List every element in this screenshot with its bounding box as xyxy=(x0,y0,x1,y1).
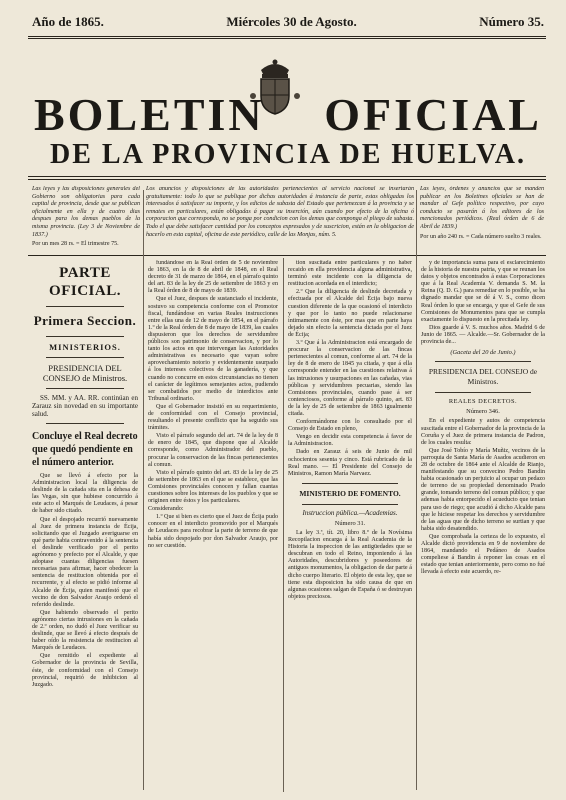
column-separator xyxy=(143,190,144,790)
divider xyxy=(46,388,124,389)
paragraph: tion suscitada entre particulares y no haber recaido en ella providencia alguna administrativa, terminó este incidente con la diligencia de restitucion acordada en el interdicto; xyxy=(288,260,412,288)
divider xyxy=(46,306,124,307)
divider xyxy=(302,504,398,505)
column-1 xyxy=(32,260,138,792)
paragraph: La ley 3.ª, tít. 20, libro 8.º de la Novísima Recopilacion encarga á la Real Academia de la Historia la inspeccion de las antigüedades que se descubran en todo el Reino, imponiendo á las Autoridades, descubridores y poseedores de antiguos monumentos, la obligacion de dar parte á dicho cuerpo literario. El objeto de esta ley, que se tiene esta disposicion ha sido causa de que en algunas ocasiones salgan de España ó se destruyan objetos preciosos. xyxy=(288,530,412,600)
considering-label: Considerando: xyxy=(148,506,184,513)
paragraph: Que el despojado recurrió nuevamente al Juez de primera instancia de Écija, solicitando que el Juzgado averiguarse en qué parte habia contravenido á la sentencia el deslinde verificado por el perito agrónomo y prefecto por el Alcalde, y que adoptase cuantas diligencias fuesen necesarias para afirmar, hacer obedecer la sentencia de restitucion obtenida por el recurrente, y al efecto se pidió informe al Alcalde de Écija, quien manifestó que el vecino de don Salvador Araujo ordenó el referido deslinde. xyxy=(32,516,138,608)
part-heading: PARTE OFICIAL. xyxy=(49,265,121,299)
paragraph: Que comprobada la certeza de lo expuesto, el Alcalde dictó providencia en 9 de noviembre de 1864, mandando el Pedáneo de Asados compeliese á Bandin á reponer las cosas en el estado que tenian anteriormente, pero como no fué llevada á efecto este acuerdo, re- xyxy=(421,533,545,576)
masthead-topline xyxy=(32,14,544,32)
top-rule-2 xyxy=(28,38,546,39)
column-separator xyxy=(283,258,284,792)
intro-center-text: Los anuncios y disposiciones de las autoridades pertenecientes al servicio nacional se insertarán gratuitamente: todo lo que se publique por dichas autoridades á instancia de parte, estas obligadas los interesados á satisfacer su importe, y los edictos de subasta del Estado que pertenezcan á la provincia y se remates en particulares, están obligadas á pagar su inserción, aún cuando por efecto de la oficina ó corporacion que corresponda, no se ponga por condicion con los demas que componga el pliego de subasta. Todo el que debe satisfacer cantidad por los conceptos expresados y de suscricion, están en la obligacion de hacerlo en esta capital, oficina de este periódico, calle de las Monjas, núm. 5. xyxy=(146,186,414,238)
presidency-heading: PRESIDENCIA DEL CONSEJO de Ministros. xyxy=(428,367,538,387)
paragraph: En el expediente y autos de competencia suscitada entre el Gobernador de la provincia de la Coruña y el Juez de primera instancia de Padron, de los cuales resulta: xyxy=(421,418,545,446)
intro-right xyxy=(420,186,544,241)
paragraph: Que remitido el expediente al Gobernador de la provincia de Sevilla, éste, de conformidad con el Consejo provincial, requirió de inhibicion al Juzgado. xyxy=(32,653,138,688)
issue-number: Número 35. xyxy=(479,14,544,29)
masthead-rule-2 xyxy=(28,179,546,180)
paragraph: Dios guarde á V. S. muchos años. Madrid 6 de Junio de 1865. — Alcalde.—Sr. Gobernador de la provincia de... xyxy=(421,324,545,346)
ministries-heading: MINISTERIOS. xyxy=(49,342,121,352)
title-oficial: OFICIAL xyxy=(324,89,542,140)
intro-right-text: Las leyes, órdenes y anuncios que se manden publicar en los Boletines oficiales se han de mandar al Gefe político respectivo, por cuyo conducto se pasarán á los editores de los mencionados periódicos. (Real órden de 6 de Abril de 1839.) xyxy=(420,186,544,230)
intro-left xyxy=(32,186,140,249)
column-2 xyxy=(148,260,278,792)
column-3 xyxy=(288,260,412,792)
divider xyxy=(46,336,124,337)
paragraph: Que el Gobernador insistió en su requerimiento, de conformidad con el Consejo provincial, resultando el presente conflicto que ha seguido sus trámites. xyxy=(148,403,278,432)
item-number: Número 346. xyxy=(466,408,500,416)
intro-left-price: Por un mes 28 rs. = El trimestre 75. xyxy=(32,241,119,248)
royal-health-paragraph: SS. MM. y AA. RR. continúan en Zarauz sin novedad en su importante salud. xyxy=(32,394,138,418)
column-4 xyxy=(421,260,545,792)
divider xyxy=(46,357,124,358)
divider xyxy=(435,392,531,393)
gazette-reference: (Gaceta del 20 de Junio.) xyxy=(450,349,516,357)
paragraph: Que el Juez, despues de sustanciado el incidente, sostuvo su competencia conforme con el Promotor fiscal, fundándose en varias Reales instrucciones entre ellas una de 12 de mayo de 1854, en el párrafo 1.º de la Real órden de 8 de mayo de 1839, las cuales dispusieron que los derechos de servidumbre públicos son patrimonio de conservacion, y por lo tanto los actos en que intervengan las Autoridades administrativas es necesario que vayan sobre aprovechamiento notorio y evidentemente usurpado á los intereses colectivos de la ganadería, y que cuando no concurre en estos circunstancias no tienen el carácter de legítimos semejantes actos, pudiendo ser combatidos por medio de interdictos ante Tribunal ordinario. xyxy=(148,296,278,402)
paragraph: Visto el párrafo segundo del art. 74 de la ley de 8 de enero de 1845, que dispone que al Alcalde corresponde, como Administrador del pueblo, procurar la conservacion de las fincas pertenecientes al comun. xyxy=(148,433,278,468)
divider xyxy=(46,423,124,424)
masthead-title xyxy=(34,89,542,140)
paragraph: Visto el párrafo quinto del art. 83 de la ley de 25 de setiembre de 1863 en el que se establece, que las Comisiones provinciales conocen y fallan cuantas cuestiones sobre los intereses de los pueblos y que se originen entre éstos y los particulares. xyxy=(148,469,278,505)
decree-headline: Concluye el Real decreto que quedó pendiente en el número anterior. xyxy=(32,431,138,468)
divider xyxy=(435,361,531,362)
paragraph: Que habiendo observado el perito agrónomo ciertas intrusiones en la cañada de 2.º orden, no dudó el Juez verificar su deslinde, que se llevó á efecto después de haber oído la resistencia de restitucion al Marqués de Leudaces. xyxy=(32,609,138,652)
issue-year: Año de 1865. xyxy=(32,14,104,29)
section-heading: Primera Seccion. xyxy=(33,313,137,328)
column-separator xyxy=(416,190,417,790)
signature-paragraph: Dado en Zarauz á seis de Junio de mil ochocientos sesenta y cinco. Está rubricado de la Real mano. — El Presidente del Consejo de Ministros, Ramon María Narvaez. xyxy=(288,449,412,477)
instruction-heading: Instruccion pública.—Academias. xyxy=(302,508,398,517)
top-rule xyxy=(28,36,546,37)
intro-center xyxy=(146,186,414,239)
issue-date: Miércoles 30 de Agosto. xyxy=(226,14,357,29)
paragraph: Que José Tobío y María Muñiz, vecinos de la parroquia de Santa María de Asados acudieron en 28 de octubre de 1864 ante el Alcalde de Rianjo, manifestando que su convecino Pedro Bandin habia ocasionado un perjuicio al ocupar un pedazo de terreno de su propiedad denominado Prado grande, tomando terreno del comun público; y que ademas habia entorpecido el acueducto que tenian para uso de riego; que acudió á dicho Alcalde para que le hiciese respetar los derechos y servidumbre de las aguas que de dicho terreno se surtian y que habia sido desatendido. xyxy=(421,447,545,532)
divider xyxy=(302,483,398,484)
intro-rule xyxy=(28,255,546,256)
paragraph: 1.º Que si bien es cierto que el Juez de Écija pudo conocer en el interdicto promovido por el Marqués de Leudaces para recobrar la parte de terreno de que había sido despojado por don Salvador Araujo, por no ser cuestión. xyxy=(148,514,278,549)
masthead-subtitle: DE LA PROVINCIA DE HUELVA. xyxy=(50,139,526,170)
paragraph: fundándose en la Real órden de 5 de noviembre de 1863, en la de 8 de abril de 1848, en el Real decreto de 31 de marzo de 1864, en el párrafo quinto del art. 83 de la ley de 25 de setiembre de 1863 y en la Real órden de 8 de mayo de 1839. xyxy=(148,260,278,295)
presidency-heading: PRESIDENCIA DEL CONSEJO de Ministros. xyxy=(42,363,128,383)
intro-left-text: Las leyes y las disposiciones generales del Gobierno son obligatorias para cada capital de provincia, desde que se publican oficialmente en ella y de cuatro dias despues para los demas pueblos de la misma provincia. (Ley 3 de Noviembre de 1837.) xyxy=(32,186,140,238)
paragraph: 3.º Que á la Administracion está encargado de procurar la conservacion de las fincas pertenecientes al comun, conforme al art. 74 de la ley de 8 de enero de 1845 ya citada, y que á ella corresponde entender en las cuestiones relativas á las intrusiones y usurpaciones en las cañadas, vias públicas y servidumbres pecuarias, siendo las Comisiones provinciales, cuando pase á ser contenciosos, conforme al párrafo quinto, art. 83 de la ley de 25 de setiembre de 1863 igualmente citada. xyxy=(288,340,412,417)
paragraph: y de importancia suma para el esclarecimiento de la historia de nuestra patria, y que se reunan los datos y objetos encontrados á estas Corporaciones que á la Real Academia V. demanda S. M. la Reina (Q. D. G.) para remediar en lo posible, se ha dignado mandar que se dé á V. S., como dicen Real órden lo que se encarga, y que el Gefe de sus Comisiones de Monumentos para que se cumpla exactamente lo dispuesto en la precitada ley. xyxy=(421,260,545,323)
paragraph: Conformándome con lo consultado por el Consejo de Estado en pleno, xyxy=(288,419,412,433)
ministry-heading: MINISTERIO DE FOMENTO. xyxy=(299,488,401,498)
royal-decrees-heading: REALES DECRETOS. xyxy=(448,398,518,406)
title-boletin: BOLETIN xyxy=(34,89,265,140)
intro-right-price: Por un año 240 rs. = Cada número suelto 3 reales. xyxy=(420,233,542,240)
paragraph: Vengo en decidir esta competencia á favor de la Administracion. xyxy=(288,434,412,448)
paragraph: Que se llevó á efecto por la Administracion local la diligencia de deslinde de la cañada sita en la dehesa de las Vegas, sin que hubiese concurrido á este acto el Marqués de Leudaces, á pesar de haber sido citado. xyxy=(32,473,138,515)
paragraph: 2.º Que la diligencia de deslinde decretada y efectuada por el Alcalde del Écija bajo nueva cuestion diferente de la que ocasionó el interdicto y que por lo tanto no puede relacionarse íntimamente con éste, por mas que en parte haya dejado sin efecto la sentencia dictada por el Juez de Écija; xyxy=(288,289,412,338)
item-number: Número 31. xyxy=(334,519,366,527)
masthead-rule xyxy=(28,176,546,177)
